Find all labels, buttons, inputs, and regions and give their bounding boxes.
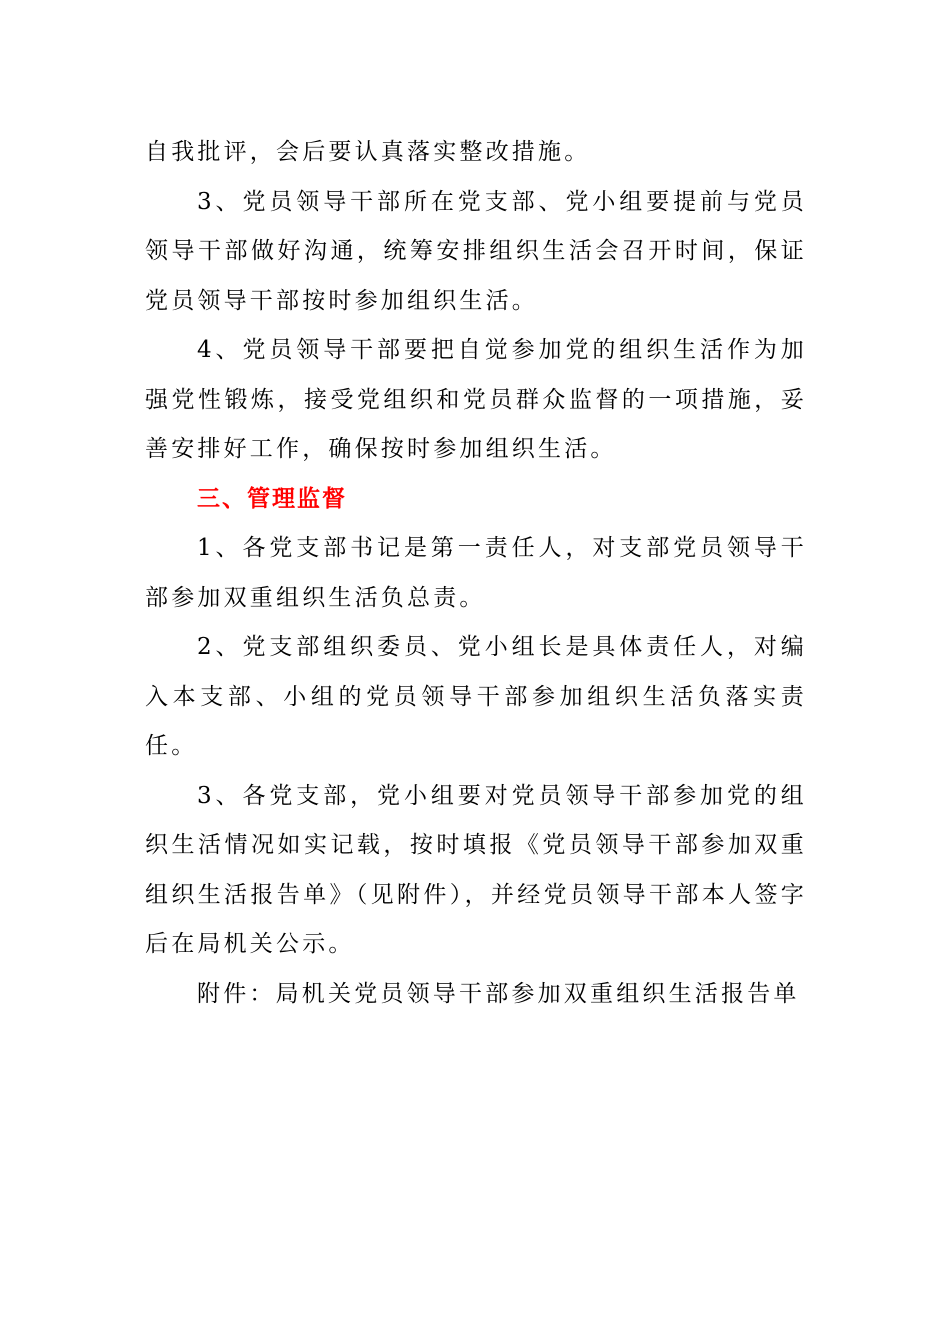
- section-heading-management: 三、管理监督: [197, 485, 347, 512]
- document-body: [145, 128, 807, 1019]
- paragraph-item-4: 4、党员领导干部要把自觉参加党的组织生活作为加强党性锻炼，接受党组织和党员群众监督的一项措施，妥善安排好工作，确保按时参加组织生活。: [145, 337, 807, 462]
- paragraph-continuation: 自我批评，会后要认真落实整改措施。: [145, 139, 591, 165]
- paragraph-section3-item-2: 2、党支部组织委员、党小组长是具体责任人，对编入本支部、小组的党员领导干部参加组织生活负落实责任。: [145, 634, 807, 759]
- paragraph-item-3: 3、党员领导干部所在党支部、党小组要提前与党员领导干部做好沟通，统筹安排组织生活会召开时间，保证党员领导干部按时参加组织生活。: [145, 188, 807, 314]
- paragraph-section3-item-1: 1、各党支部书记是第一责任人，对支部党员领导干部参加双重组织生活负总责。: [145, 535, 807, 611]
- paragraph-section3-item-3: 3、各党支部，党小组要对党员领导干部参加党的组织生活情况如实记载，按时填报《党员领导干部参加双重组织生活报告单》（见附件），并经党员领导干部本人签字后在局机关公示。: [145, 782, 807, 957]
- attachment-line: 附件：局机关党员领导干部参加双重组织生活报告单: [197, 980, 800, 1007]
